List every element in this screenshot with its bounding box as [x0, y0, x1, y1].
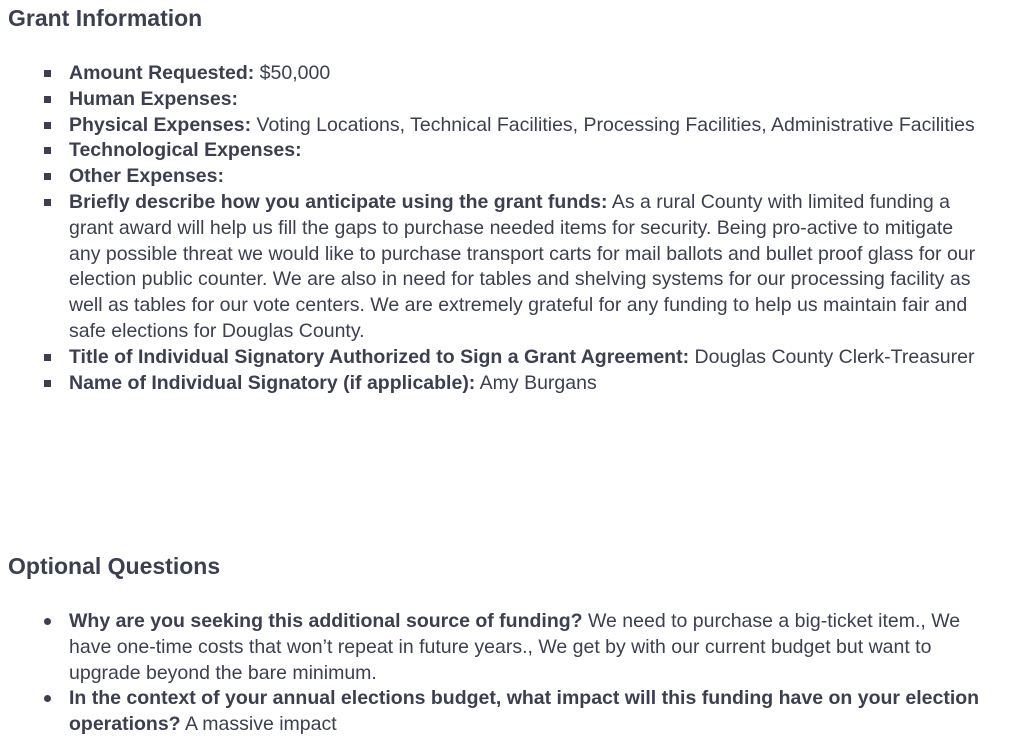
list-item-funding-impact	[69, 686, 989, 738]
square-bullet-icon	[44, 380, 51, 387]
list-item-technological-expenses	[69, 138, 989, 164]
square-bullet-icon	[44, 70, 51, 77]
list-item-funding-reason	[69, 609, 989, 686]
item-value: As a rural County with limited funding a grant award will help us fill the gaps to purchase needed items for security. Being pro-active to mitigate any possible threat we would like to purchase transport carts for mail ballots and bullet proof glass for our election public counter. We are also in need for tables and shelving systems for our processing facility as well as tables for our vote centers. We are extremely grateful for any funding to help us maintain fair and safe elections for Douglas County.	[69, 190, 976, 342]
list-item-other-expenses	[69, 164, 989, 190]
square-bullet-icon	[44, 122, 51, 129]
list-item-signatory-title	[69, 345, 989, 371]
item-value: A massive impact	[184, 713, 337, 736]
item-value: Amy Burgans	[479, 371, 597, 394]
item-value: We need to purchase a big-ticket item., We have one-time costs that won’t repeat in future years., We get by with our current budget but want to upgrade beyond the bare minimum.	[69, 610, 961, 684]
item-label: Title of Individual Signatory Authorized to Sign a Grant Agreement:	[69, 345, 690, 368]
item-label: Why are you seeking this additional source of funding?	[69, 610, 583, 632]
disc-bullet-icon	[44, 618, 51, 625]
item-value: $50,000	[259, 62, 331, 84]
square-bullet-icon	[44, 354, 51, 361]
item-label: Name of Individual Signatory (if applicable):	[69, 371, 476, 394]
grant-information-list	[69, 61, 989, 396]
list-item-human-expenses	[69, 87, 989, 113]
item-label: Briefly describe how you anticipate using the grant funds:	[69, 190, 608, 213]
item-value: Douglas County Clerk-Treasurer	[694, 345, 975, 368]
square-bullet-icon	[44, 96, 51, 103]
grant-information-heading: Grant Information	[8, 5, 203, 31]
item-label: Amount Requested:	[69, 62, 255, 84]
item-label: Human Expenses:	[69, 87, 239, 110]
square-bullet-icon	[44, 173, 51, 180]
item-label: Physical Expenses:	[69, 113, 252, 136]
item-value: Voting Locations, Technical Facilities, Processing Facilities, Administrative Facilities	[256, 113, 975, 136]
item-label: Other Expenses:	[69, 165, 224, 188]
optional-questions-heading: Optional Questions	[8, 553, 221, 579]
list-item-physical-expenses	[69, 113, 989, 139]
list-item-amount-requested	[69, 61, 989, 87]
square-bullet-icon	[44, 147, 51, 154]
optional-questions-list	[69, 609, 989, 738]
item-label: Technological Expenses:	[69, 139, 302, 162]
square-bullet-icon	[44, 199, 51, 206]
list-item-grant-funds-use	[69, 190, 989, 345]
list-item-signatory-name	[69, 371, 989, 397]
disc-bullet-icon	[44, 695, 51, 702]
item-label: In the context of your annual elections budget, what impact will this funding have on your election operations?	[69, 687, 980, 736]
